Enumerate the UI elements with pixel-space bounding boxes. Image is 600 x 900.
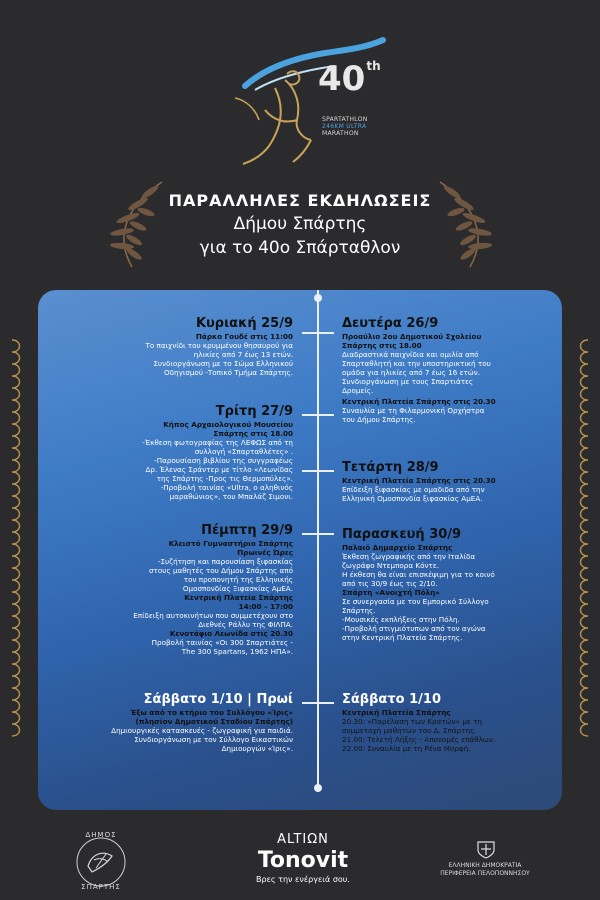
title-line-1: ΠΑΡΑΛΛΗΛΕΣ ΕΚΔΗΛΩΣΕΙΣ [168,191,432,210]
event-line: Δρ. Έλενας Σράντερ με τίτλο «Λεωνίδας [145,465,293,474]
event-line: ζωγράφο Ντεμπορα Κόντε. [342,561,439,570]
logo-number: 40th [318,59,381,99]
event-line: Διαδραστικά παιχνίδια και ομιλία από [342,350,479,359]
event-line: Συναυλία με τη Φιλαρμονική Ορχήστρα [342,406,485,415]
event-line: Συνδιοργάνωση με το Σώμα Ελληνικού [153,359,293,368]
event-location: Κλειστό Γυμναστήριο Σπάρτης [168,539,293,548]
event-line: -Μουσικές εκπλήξεις στην Πόλη. [342,615,460,624]
logo-subtitle: SPARTATHLON 246KM ULTRA MARATHON [322,116,368,137]
greek-key-pattern-right [574,335,592,745]
event-line: από τις 30/9 έως τις 2/10. [342,579,438,588]
event-location: Κήπος Αρχαιολογικού Μουσείου [163,420,293,429]
event-line: The 300 Spartans, 1962 ΗΠΑ». [181,647,293,656]
event-location: Πάρκο Γουδέ στις 11:00 [195,332,293,341]
event-line: ομάδα για ηλικίες από 7 έως 16 ετών. [342,368,481,377]
event-location: Σπάρτης στις 18.00 [213,429,293,438]
event-line: Προβολή ταινίας «Οι 300 Σπαρτιάτες - [151,638,293,647]
timeline-line [317,290,319,788]
event-day: Παρασκευή 30/9 [342,527,462,542]
tonovit-label: Tonovit [257,848,349,873]
event-location: Προαύλιο 2ου Δημοτικού Σχολείου [342,332,482,341]
event-day: Σάββατο 1/10 [342,692,441,707]
altion-label: ALTIΩN [277,832,329,847]
event-location: Παλαιό Δημαρχείο Σπάρτης [342,543,453,552]
event-line: 22.00: Συναυλία με τη Ρένα Μορφή. [342,744,471,753]
event-location: (πλησίον Δημοτικού Σταδίου Σπάρτης) [135,717,293,726]
event-day: Πέμπτη 29/9 [201,523,293,538]
event-left-1 [38,316,293,377]
region-logo [420,836,550,878]
event-line: Έκθεση ζωγραφικής από την Ιταλίδα [342,552,476,561]
event-line: Οδηγισμού -Τοπικό Τμήμα Σπάρτης. [164,368,293,377]
event-location: Κεντρική Πλατεία Σπάρτης [342,708,451,717]
event-line: Ομοσπονδίας Ξιφασκίας ΑμΕΑ. [182,584,293,593]
event-line: συμμετοχή μαθητών του Δ. Σπάρτης. [342,726,477,735]
event-location: Σπάρτης στις 18.00 [342,341,422,350]
event-location: Σπάρτη «Ανοιχτή Πόλη» [342,588,440,597]
event-line: -Παρουσίαση βιβλίου της συγγραφέως [154,456,293,465]
dimos-label-bottom: ΣΠΑΡΤΗΣ [81,883,121,891]
timeline-tick [302,470,334,472]
event-line: -Προβολή στιγμιότυπων από τον αγώνα [342,624,486,633]
event-line: Το παιχνίδι του κρυμμένου θησαυρού για [145,341,293,350]
timeline-dot [314,294,322,302]
event-location: Κεντρική Πλατεία Σπάρτης στις 20.30 [342,397,496,406]
region-line-2: ΠΕΡΙΦΕΡΕΙΑ ΠΕΛΟΠΟΝΝΗΣΟΥ [440,870,530,877]
title-line-2: Δήμου Σπάρτης [233,214,367,234]
event-line: Δρομείς. [342,386,374,395]
timeline-tick [302,702,334,704]
event-line: τον προπονητή της Ελληνικής [183,575,293,584]
timeline-dot [314,784,322,792]
event-line: 21.00: Τελετή Λήξης - Απονομές επάθλων. [342,735,496,744]
event-day: Σάββατο 1/10 | Πρωί [143,692,293,707]
event-line: Επίδειξη ξιφασκίας με ομαδιδα από την [342,485,485,494]
event-line: Συνδιοργάνωση με τον Σύλλογο Εικαστικών [134,735,293,744]
event-left-4 [38,692,293,753]
event-location: 14:00 – 17:00 [238,602,293,611]
event-location: Έξω από το κτήριο του Συλλόγου «Ίρις» [130,708,293,717]
event-line: -Συζήτηση και παρουσίαση ξιφασκίας [157,557,293,566]
event-line: στην Κεντρική Πλατεία Σπάρτης. [342,633,463,642]
event-location: Κεντρική Πλατεία Σπάρτης στις 20.30 [342,476,496,485]
greek-key-pattern-left [8,335,26,745]
event-day: Δευτέρα 26/9 [342,316,439,331]
region-line-1: ΕΛΛΗΝΙΚΗ ΔΗΜΟΚΡΑΤΙΑ [448,862,522,869]
dimos-label-top: ΔΗΜΟΣ [85,831,117,839]
timeline-tick [302,414,334,416]
event-line: στους μαθητές του Δήμου Σπάρτης από [149,566,293,575]
event-location: Πρωινές Ώρες [237,548,293,557]
event-line: Σπαρταθλητή και την υποστηρικτική του [342,359,491,368]
event-right-1 [342,316,557,424]
event-line: συλλογή «Σπαρταθλέτες» . [194,447,293,456]
page-title [120,190,480,260]
events-panel [38,290,562,810]
sponsor-logo [248,832,358,885]
event-line: Δημιουργικές κατασκευές - ζωγραφική για παιδιά. [111,726,293,735]
event-location: Κενοτάφιο Λεωνίδα στις 20.30 [169,629,293,638]
event-line: Επίδειξη αυτοκινήτων που συμμετέχουν στο [133,611,293,620]
event-line: Διεθνές Ράλλυ της ΦΙΛΠΑ. [198,620,293,629]
event-line: της Σπάρτης -Προς τις Θερμοπύλες». [156,474,293,483]
event-location: Κεντρική Πλατεία Σπάρτης [184,593,293,602]
event-line: ηλικίες από 7 έως 13 ετών. [193,350,293,359]
event-line: Δημιουργών «Ίρις». [221,744,293,753]
event-line: Συνδιοργάνωση με τους Σπαρτιάτες [342,377,474,386]
event-line: του Δήμου Σπάρτης. [342,415,416,424]
event-right-2 [342,460,557,503]
event-day: Τετάρτη 28/9 [342,460,439,475]
title-line-3: για το 40ο Σπάρταθλον [199,238,401,258]
event-line: -Έκθεση φωτογραφίας της ΛΕΦΩΣ από τη [142,438,293,447]
event-line: -Προβολή ταινίας «Ultra, ο αληθινός [160,483,293,492]
event-line: Η έκθεση θα είναι επισκέψιμη για το κοινό [342,570,495,579]
event-line: Σε συνεργασία με τον Εμπορικό Σύλλογο [342,597,489,606]
sponsor-slogan: Βρες την ενέργειά σου. [256,875,350,884]
event-right-3 [342,527,557,642]
event-line: μαραθώνιος», του Μπαλάζ Σιμονι. [169,492,293,501]
event-day: Τρίτη 27/9 [215,404,293,419]
event-line: Σπάρτης. [342,606,376,615]
event-line: Ελληνική Ομοσπονδία ξιφασκίας ΑμΕΑ. [342,494,483,503]
timeline-tick [302,533,334,535]
event-left-3 [38,523,293,656]
spartathlon-runner-logo [215,28,395,168]
event-line: 20.30: «Παρέλαση των Κρατών» με τη [342,717,482,726]
event-left-2 [38,404,293,501]
event-right-4 [342,692,557,753]
event-day: Κυριακή 25/9 [195,316,293,331]
timeline-tick [302,332,334,334]
